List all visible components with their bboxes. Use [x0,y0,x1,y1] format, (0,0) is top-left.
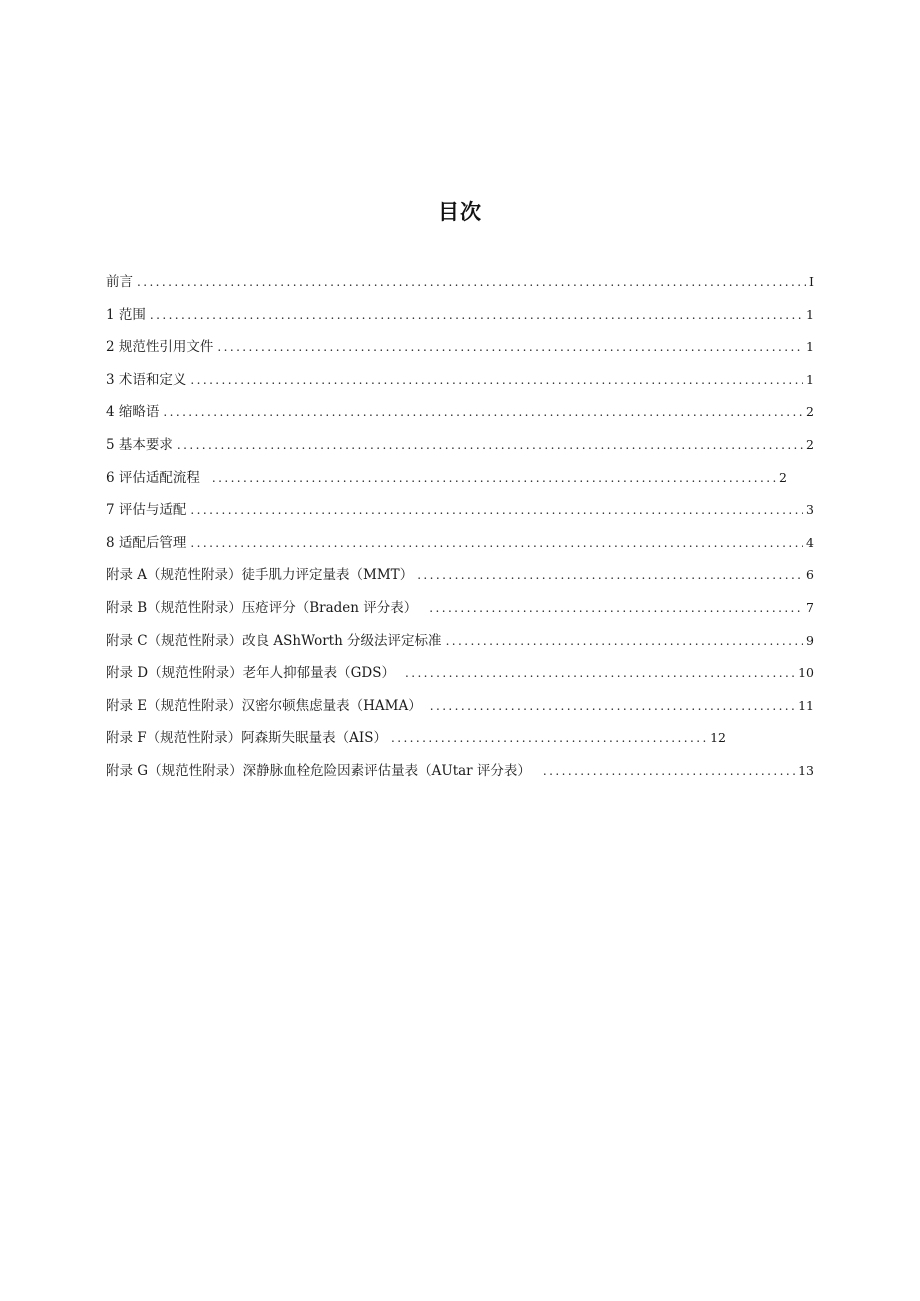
toc-title: 目次 [438,200,482,224]
toc-entry-page: 2 [806,436,814,452]
toc-entry-title: 附录 B（规范性附录）压疮评分（Braden 评分表） [106,599,418,616]
toc-entry[interactable] [106,696,814,729]
toc-entry-page: 1 [806,371,814,387]
toc-entry-title: 5 基本要求 [106,436,173,453]
dot-leader [190,500,803,520]
toc-entry-title: 8 适配后管理 [106,534,187,551]
toc-list [106,272,814,794]
toc-entry-page: 1 [806,339,814,355]
toc-entry-page: 13 [798,762,814,778]
toc-entry[interactable] [106,761,814,794]
dot-leader [430,696,795,716]
toc-entry[interactable] [106,337,814,370]
toc-entry-title: 2 规范性引用文件 [106,339,214,356]
toc-entry-page: 4 [806,534,814,550]
toc-entry[interactable] [106,663,814,696]
toc-entry[interactable] [106,370,814,403]
toc-entry-title: 4 缩略语 [106,404,160,421]
dot-leader [417,565,803,585]
dot-leader [446,631,803,651]
toc-entry-title: 附录 G（规范性附录）深静脉血栓危险因素评估量表（AUtar 评分表） [106,762,531,779]
toc-entry[interactable] [106,500,814,533]
toc-entry-title: 1 范围 [106,306,146,323]
toc-entry[interactable] [106,598,814,631]
toc-entry[interactable] [106,468,814,501]
dot-leader [137,272,806,292]
toc-entry-page: 2 [806,404,814,420]
dot-leader [212,468,776,488]
toc-entry[interactable] [106,435,814,468]
toc-entry[interactable] [106,565,814,598]
toc-entry[interactable] [106,402,814,435]
toc-entry-page: 6 [806,567,814,583]
dot-leader [429,598,803,618]
dot-leader [217,337,803,357]
toc-entry-page: 9 [806,632,814,648]
toc-entry-title: 附录 E（规范性附录）汉密尔顿焦虑量表（HAMA） [106,697,422,714]
toc-entry[interactable] [106,728,814,761]
dot-leader [177,435,803,455]
toc-entry-page: 11 [798,697,814,713]
toc-entry[interactable] [106,631,814,664]
toc-entry[interactable] [106,533,814,566]
toc-entry-title: 附录 D（规范性附录）老年人抑郁量表（GDS） [106,665,395,682]
toc-entry-page: I [809,274,814,289]
toc-entry-title: 附录 C（规范性附录）改良 AShWorth 分级法评定标准 [106,632,442,649]
toc-entry-page: 10 [798,665,814,681]
dot-leader [190,370,803,390]
dot-leader [150,305,803,325]
toc-entry-page: 7 [806,599,814,615]
toc-entry-title: 前言 [106,274,133,290]
toc-entry-title: 6 评估适配流程 [106,469,200,486]
dot-leader [190,533,803,553]
toc-entry-page: 12 [710,730,726,746]
toc-entry[interactable] [106,305,814,338]
toc-entry-title: 附录 F（规范性附录）阿森斯失眠量表（AIS） [106,730,387,747]
toc-entry[interactable] [106,272,814,305]
toc-entry-page: 1 [806,306,814,322]
dot-leader [163,402,803,422]
toc-entry-title: 附录 A（规范性附录）徒手肌力评定量表（MMT） [106,567,414,584]
toc-entry-page: 3 [806,502,814,518]
toc-entry-page: 2 [779,469,787,485]
dot-leader [405,663,795,683]
toc-entry-title: 7 评估与适配 [106,502,187,519]
dot-leader [391,728,707,748]
dot-leader [543,761,795,781]
toc-entry-title: 3 术语和定义 [106,371,187,388]
